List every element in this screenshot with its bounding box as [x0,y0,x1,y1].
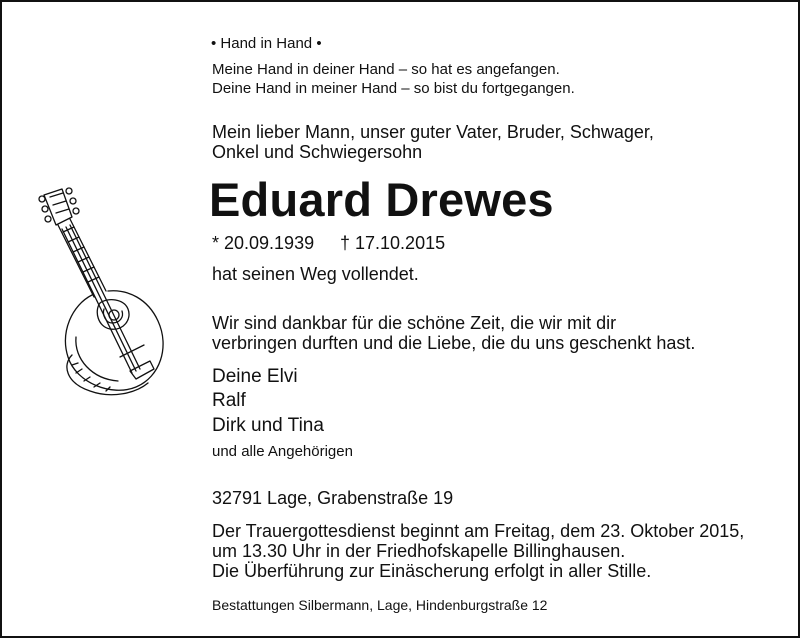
relatives-note: und alle Angehörigen [212,443,353,460]
motto-line: Meine Hand in deiner Hand – so hat es angefangen. [212,61,560,78]
deceased-name: Eduard Drewes [209,173,554,226]
motto-title: • Hand in Hand • [211,35,322,52]
service-line: um 13.30 Uhr in der Friedhofskapelle Billinghausen. [212,541,626,561]
signatory: Dirk und Tina [212,415,324,436]
thanks-line: verbringen durften und die Liebe, die du uns geschenkt hast. [212,333,696,353]
motto-line: Deine Hand in meiner Hand – so bist du fortgegangen. [212,80,575,97]
service-line: Die Überführung zur Einäscherung erfolgt in aller Stille. [212,561,652,581]
thanks-line: Wir sind dankbar für die schöne Zeit, die wir mit dir [212,313,617,333]
intro-line: Mein lieber Mann, unser guter Vater, Bruder, Schwager, [212,122,654,142]
death-statement: hat seinen Weg vollendet. [212,264,419,284]
signatory: Ralf [212,390,246,411]
family-address: 32791 Lage, Grabenstraße 19 [212,488,454,508]
mandolin-icon [32,187,182,397]
death-date: † 17.10.2015 [340,233,446,253]
signatory: Deine Elvi [212,366,298,387]
undertaker-info: Bestattungen Silbermann, Lage, Hindenburgstraße 12 [212,597,548,613]
birth-date: * 20.09.1939 [212,233,315,253]
service-line: Der Trauergottesdienst beginnt am Freitag, dem 23. Oktober 2015, [212,521,745,541]
intro-line: Onkel und Schwiegersohn [212,142,423,162]
